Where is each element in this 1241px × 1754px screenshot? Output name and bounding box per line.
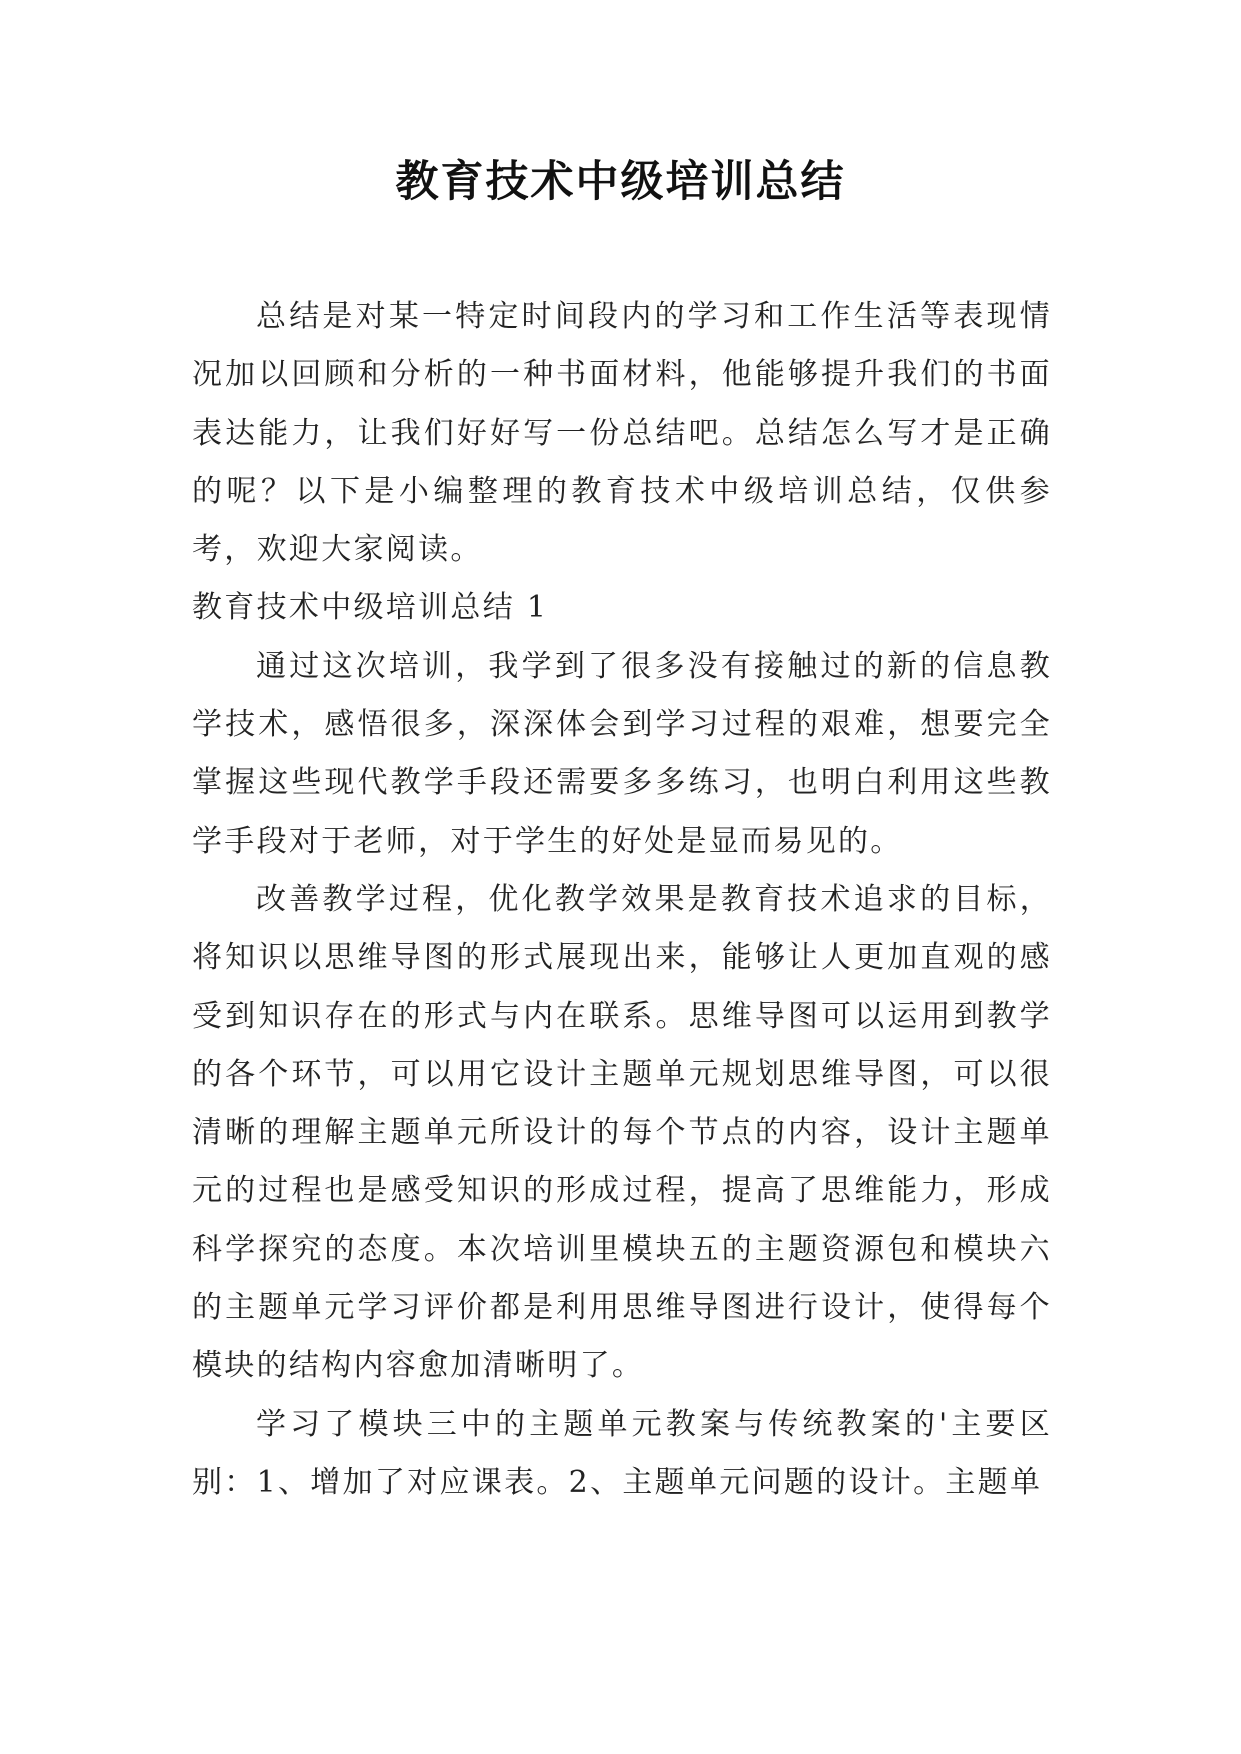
body-paragraph-1: 通过这次培训，我学到了很多没有接触过的新的信息教学技术，感悟很多，深深体会到学习过程的艰难，想要完全掌握这些现代教学手段还需要多多练习，也明白利用这些教学手段对于老师，对于学生的好处是显而易见的。 [192,648,1052,859]
section-heading: 教育技术中级培训总结 1 [192,590,549,626]
body-paragraph-3: 学习了模块三中的主题单元教案与传统教案的'主要区别：1、增加了对应课表。2、主题单元问题的设计。主题单 [192,1406,1052,1500]
body-paragraph-2: 改善教学过程，优化教学效果是教育技术追求的目标，将知识以思维导图的形式展现出来，能够让人更加直观的感受到知识存在的形式与内在联系。思维导图可以运用到教学的各个环节，可以用它设计主题单元规划思维导图，可以很清晰的理解主题单元所设计的每个节点的内容，设计主题单元的过程也是感受知识的形成过程，提高了思维能力，形成科学探究的态度。本次培训里模块五的主题资源包和模块六的主题单元学习评价都是利用思维导图进行设计，使得每个模块的结构内容愈加清晰明了。 [192,881,1052,1384]
document-title: 教育技术中级培训总结 [395,157,846,207]
intro-paragraph: 总结是对某一特定时间段内的学习和工作生活等表现情况加以回顾和分析的一种书面材料，他能够提升我们的书面表达能力，让我们好好写一份总结吧。总结怎么写才是正确的呢？以下是小编整理的教育技术中级培训总结，仅供参考，欢迎大家阅读。 [192,299,1052,568]
document-body [192,288,1052,1512]
